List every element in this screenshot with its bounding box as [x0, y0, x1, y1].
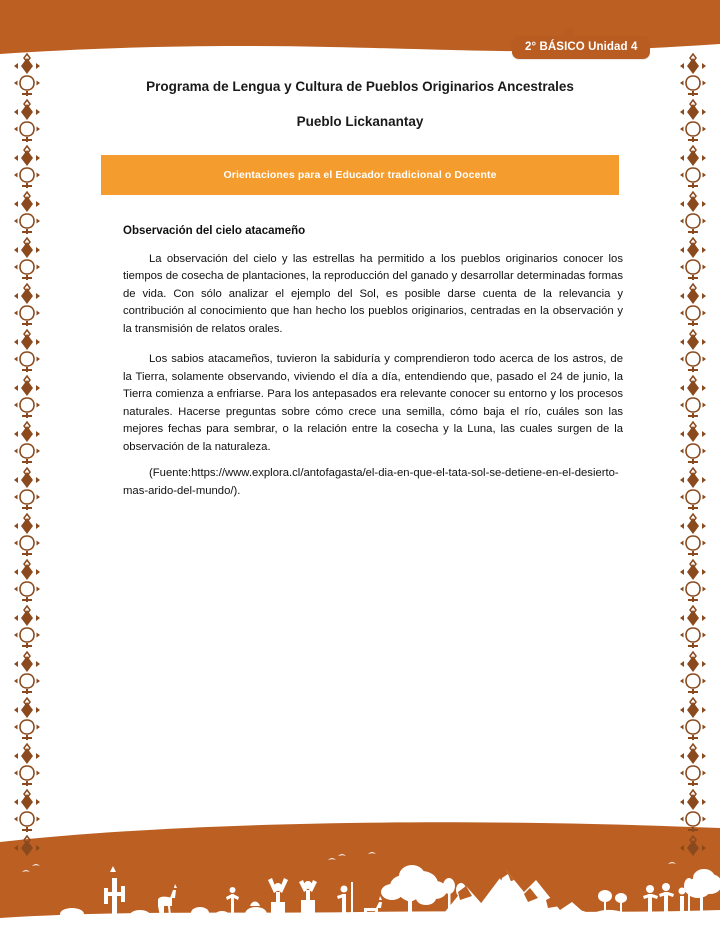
body-text-block — [123, 225, 623, 501]
page-title: Programa de Lengua y Cultura de Pueblos Originarios Ancestrales — [146, 79, 574, 94]
unit-badge-wrapper — [512, 36, 650, 59]
page-subtitle: Pueblo Lickanantay — [296, 113, 424, 129]
bottom-landscape-illustration — [0, 814, 720, 932]
paragraph-2: Los sabios atacameños, tuvieron la sabiduría y comprendieron todo acerca de los astros, de la Tierra, solamente observando, viviendo el día a día, entendiendo que, pasado el 24 de junio, la Tierra comienza a enfriarse. Para los antepasados era relevante conocer su entorno y los procesos naturales. Hacerse preguntas sobre cómo crece una semilla, cómo baja el río, cuáles son las mejores fechas para sembrar, o la relación entre la cosecha y la Luna, las cuales surgen de la observación de la naturaleza. — [123, 353, 623, 453]
orientation-banner-label: Orientaciones para el Educador tradicional o Docente — [223, 168, 497, 181]
right-ornamental-border — [678, 52, 708, 857]
paragraph-1: La observación del cielo y las estrellas ha permitido a los pueblos originarios conocer los tiempos de cosecha de plantaciones, la reproducción del ganado y desarrollar determinadas formas de vida. Con sólo analizar el ejemplo del Sol, es posible darse cuenta de la relevancia y contribución al conocimiento que han hecho los pueblos originarios, centradas en la observación y la transmisión de relatos orales. — [123, 252, 623, 335]
section-heading: Observación del cielo atacameño — [123, 224, 306, 237]
orientation-banner — [101, 155, 619, 195]
status-badge: 2° BÁSICO Unidad 4 — [512, 36, 650, 59]
document-content — [101, 78, 623, 513]
left-ornamental-border — [12, 52, 42, 857]
source-citation: (Fuente:https://www.explora.cl/antofagasta/el-dia-en-que-el-tata-sol-se-detiene-en-el-desierto-mas-arido-del-mundo/). — [123, 467, 619, 497]
